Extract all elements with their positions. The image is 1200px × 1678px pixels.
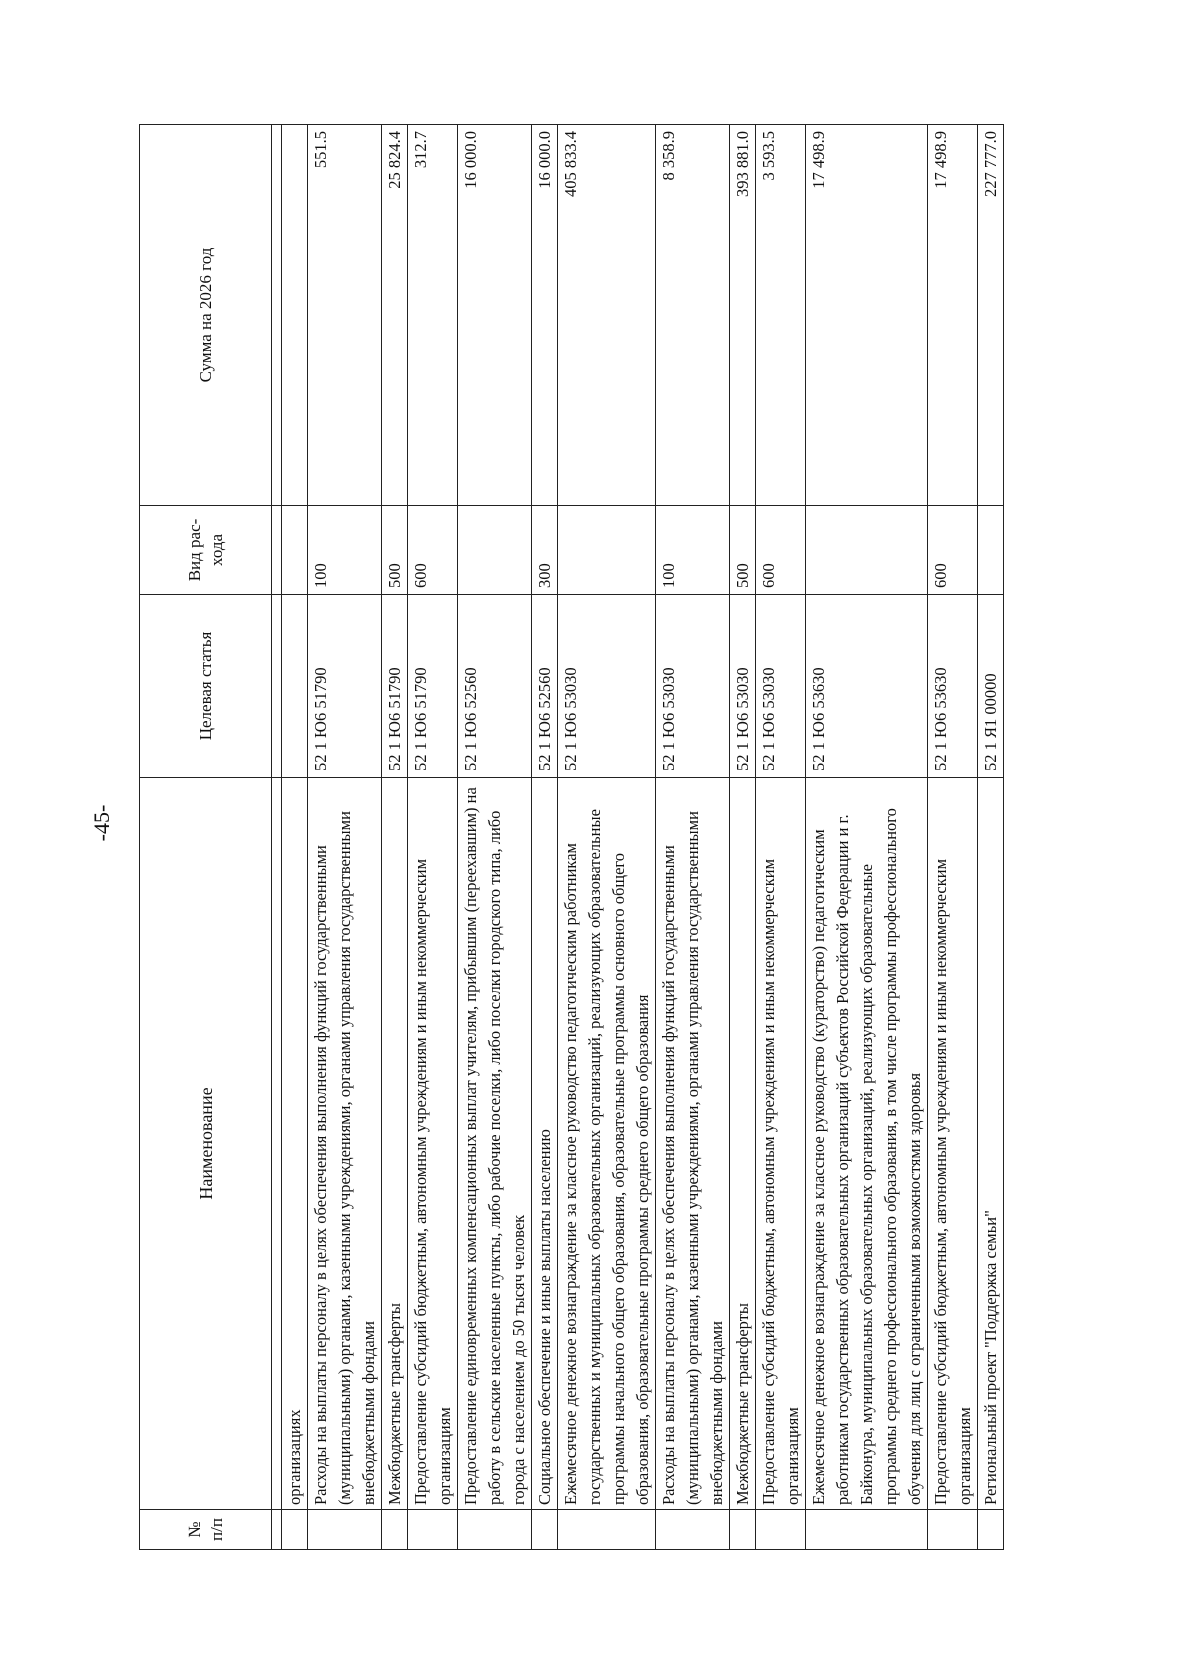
cell-code: 52 1 Я1 00000 [978,595,1004,778]
cell-code: 52 1 Ю6 53630 [928,595,978,778]
cell-num [382,1510,408,1550]
table-row [282,125,308,1550]
cell-exp: 600 [756,506,806,595]
cell-exp: 500 [730,506,756,595]
cell-name: Предоставление субсидий бюджетным, автономным учреждениям и иным некоммерческим организациям [756,778,806,1510]
cell-name: Ежемесячное денежное вознаграждение за классное руководство педагогическим работникам государственных и муниципальных образовательных организаций, реализующих образовательные программы начального общего образования, образовательные программы основного общего образования, образовательные программы среднего общего образования [558,778,656,1510]
table-row [408,125,458,1550]
cell-num [806,1510,928,1550]
cell-exp: 300 [532,506,558,595]
document-sheet [139,125,1085,1550]
cell-exp [272,506,282,595]
cell-code: 52 1 Ю6 53030 [558,595,656,778]
cell-sum: 8 358.9 [656,125,730,506]
cell-name: Предоставление субсидий бюджетным, автономным учреждениям и иным некоммерческим организациям [928,778,978,1510]
cell-num [730,1510,756,1550]
cell-sum [272,125,282,506]
cell-exp: 100 [656,506,730,595]
table-row [272,125,282,1550]
cell-sum: 17 498.9 [806,125,928,506]
cell-code: 52 1 Ю6 53030 [756,595,806,778]
budget-table [139,124,1004,1550]
table-row [382,125,408,1550]
cell-code [282,595,308,778]
table-row [308,125,382,1550]
cell-num [408,1510,458,1550]
cell-name: Предоставление субсидий бюджетным, автономным учреждениям и иным некоммерческим организациям [408,778,458,1510]
cell-code: 52 1 Ю6 53030 [730,595,756,778]
cell-name: Предоставление единовременных компенсационных выплат учителям, прибывшим (переехавшим) на работу в сельские населенные пункты, либо рабочие поселки, либо поселки городского типа, либо города с населением до 50 тысяч человек [458,778,532,1510]
table-body [272,125,1004,1550]
table-row [656,125,730,1550]
cell-sum: 17 498.9 [928,125,978,506]
table-row [730,125,756,1550]
cell-exp: 500 [382,506,408,595]
cell-exp [558,506,656,595]
table-row [756,125,806,1550]
table-row [532,125,558,1550]
cell-name: организациях [282,778,308,1510]
cell-exp [806,506,928,595]
cell-sum: 16 000.0 [532,125,558,506]
cell-exp [458,506,532,595]
cell-name: Социальное обеспечение и иные выплаты населению [532,778,558,1510]
cell-num [532,1510,558,1550]
cell-sum: 16 000.0 [458,125,532,506]
page-number: -45- [89,804,114,842]
cell-sum: 393 881.0 [730,125,756,506]
cell-num [308,1510,382,1550]
cell-exp: 600 [408,506,458,595]
cell-num [656,1510,730,1550]
cell-code [272,595,282,778]
cell-sum: 3 593.5 [756,125,806,506]
header-exp: Вид рас-хода [140,506,272,595]
cell-num [978,1510,1004,1550]
rotated-table-wrapper [139,125,1085,1550]
header-name: Наименование [140,778,272,1510]
cell-sum: 405 833.4 [558,125,656,506]
cell-name: Ежемесячное денежное вознаграждение за классное руководство (кураторство) педагогическим работникам государственных образовательных организаций субъектов Российской Федерации и г. Байконура, муниципальных образовательных организаций, реализующих образовательные программы среднего профессионального образования, в том числе программы профессионального обучения для лиц с ограниченными возможностями здоровья [806,778,928,1510]
table-row [458,125,532,1550]
cell-name: Расходы на выплаты персоналу в целях обеспечения выполнения функций государственными (муниципальными) органами, казенными учреждениями, органами управления государственными внебюджетными фондами [656,778,730,1510]
cell-code: 52 1 Ю6 53030 [656,595,730,778]
cell-num [272,1510,282,1550]
cell-num [558,1510,656,1550]
cell-exp [282,506,308,595]
cell-code: 52 1 Ю6 51790 [308,595,382,778]
cell-sum: 25 824.4 [382,125,408,506]
cell-sum [282,125,308,506]
cell-name: Региональный проект "Поддержка семьи" [978,778,1004,1510]
table-row [558,125,656,1550]
cell-code: 52 1 Ю6 51790 [408,595,458,778]
cell-num [928,1510,978,1550]
cell-code: 52 1 Ю6 51790 [382,595,408,778]
cell-num [756,1510,806,1550]
table-row [978,125,1004,1550]
cell-name: Межбюджетные трансферты [730,778,756,1510]
cell-sum: 551.5 [308,125,382,506]
cell-sum: 312.7 [408,125,458,506]
header-num: № п/п [140,1510,272,1550]
cell-exp: 600 [928,506,978,595]
cell-sum: 227 777.0 [978,125,1004,506]
cell-num [458,1510,532,1550]
cell-name: Расходы на выплаты персоналу в целях обеспечения выполнения функций государственными (муниципальными) органами, казенными учреждениями, органами управления государственными внебюджетными фондами [308,778,382,1510]
cell-num [282,1510,308,1550]
cell-code: 52 1 Ю6 52560 [532,595,558,778]
table-row [928,125,978,1550]
cell-name: Межбюджетные трансферты [382,778,408,1510]
table-row [806,125,928,1550]
cell-exp [978,506,1004,595]
cell-exp: 100 [308,506,382,595]
table-header-row [140,125,272,1550]
cell-code: 52 1 Ю6 53630 [806,595,928,778]
header-sum: Сумма на 2026 год [140,125,272,506]
cell-name [272,778,282,1510]
header-code: Целевая статья [140,595,272,778]
cell-code: 52 1 Ю6 52560 [458,595,532,778]
